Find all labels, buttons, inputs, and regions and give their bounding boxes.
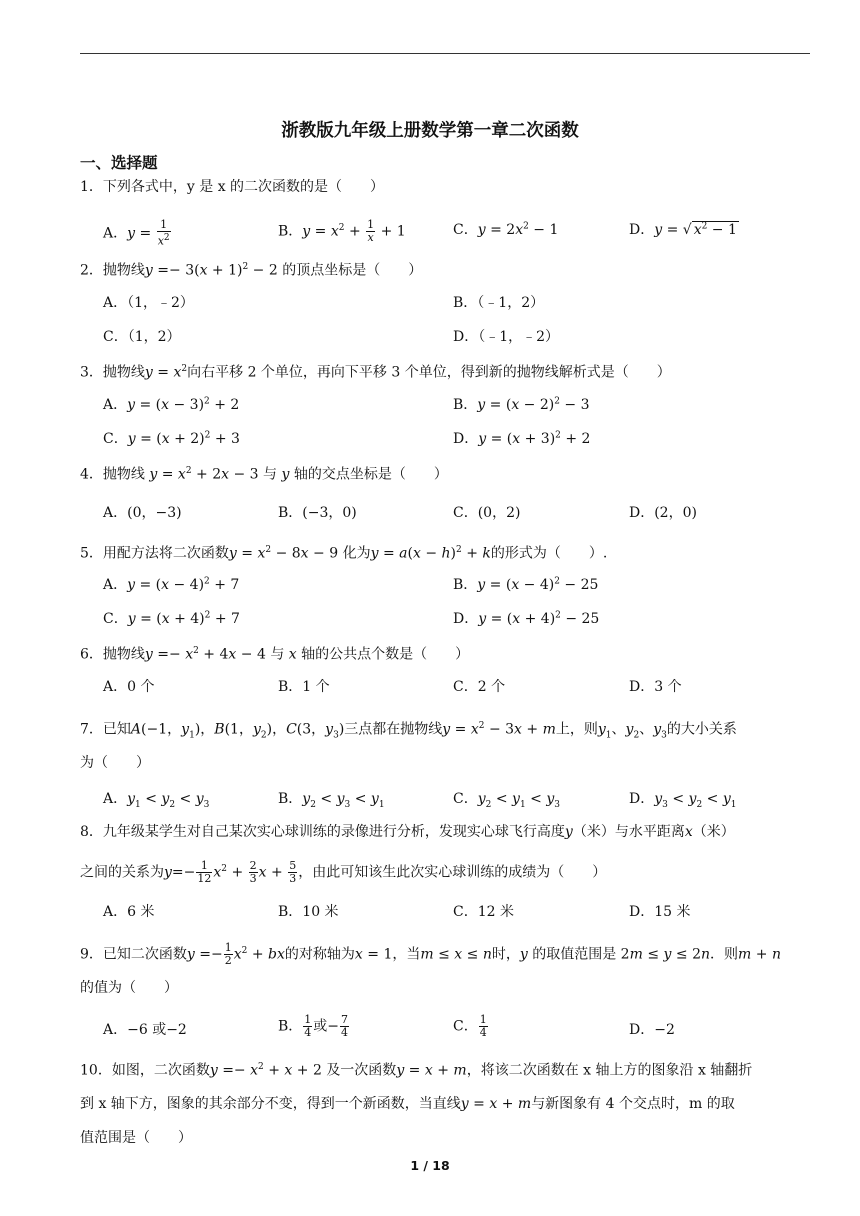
- q2-option-a[interactable]: A．（1，﹣2）: [103, 295, 194, 311]
- q3-option-b[interactable]: B．$y = (x - 2)^2 - 3$: [453, 396, 590, 413]
- q6-option-d[interactable]: D．3 个: [629, 679, 682, 695]
- q4-option-d[interactable]: D．(2，0): [629, 505, 697, 521]
- q1-option-d[interactable]: D．y = √ $x^2 - 1$: [629, 221, 737, 238]
- question-6-stem: 6．抛物线$y =- x^2 + 4x - 4$ 与 x 轴的公共点个数是（ ）: [80, 646, 470, 663]
- q7-option-d[interactable]: D．$y_3 < y_2 < y_1$: [629, 791, 737, 810]
- question-10-stem: 10．如图，二次函数$y =- x^2 + x + 2$ 及一次函数y = x + m，将该二次函数在 x 轴上方的图象沿 x 轴翻折: [80, 1062, 753, 1079]
- q9-option-d[interactable]: D．−2: [629, 1022, 675, 1038]
- question-8-stem-line2: 之间的关系为y=− $\frac{1}{12}$ $x^2$ + $\frac{2}{3}$ x + $\frac{5}{3}$ ，由此可知该生此次实心球训练的成绩为（ ）: [80, 859, 607, 886]
- question-1-stem: 1．下列各式中，y 是 x 的二次函数的是（ ）: [80, 179, 385, 195]
- q4-option-a[interactable]: A．(0，−3): [103, 505, 182, 521]
- q2-option-c[interactable]: C．（1，2）: [103, 329, 181, 345]
- q4-option-b[interactable]: B．(−3，0): [278, 505, 357, 521]
- question-5-stem: 5．用配方法将二次函数$y = x^2 - 8x - 9$ 化为$y = a(x - h)^2 + k$的形式为（ ）.: [80, 545, 608, 562]
- question-10-stem-line2: 到 x 轴下方，图象的其余部分不变，得到一个新函数，当直线y = x + m与新图象有 4 个交点时，m 的取: [80, 1096, 735, 1112]
- page-number: 1 / 18: [410, 1158, 450, 1173]
- q1-option-b[interactable]: B．$y = x^2$ + $\frac{1}{x}$ + 1: [278, 218, 406, 244]
- q3-option-c[interactable]: C．$y = (x + 2)^2 + 3$: [103, 430, 240, 447]
- header-rule: [80, 53, 810, 54]
- question-7-stem: 7．已知A(−1，$y_1$)，B(1，$y_2$)，C(3，$y_3$)三点都在抛物线$y = x^2 - 3x + m$上，则$y_1$、$y_2$、$y_3$的大小关系: [80, 721, 737, 741]
- question-8-stem: 8．九年级某学生对自己某次实心球训练的录像进行分析，发现实心球飞行高度y（米）与水平距离x（米）: [80, 824, 735, 840]
- q9-option-b[interactable]: B． $\frac{1}{4}$ 或− $\frac{7}{4}$: [278, 1013, 349, 1039]
- q8-option-d[interactable]: D．15 米: [629, 904, 691, 920]
- question-9-stem-line2: 的值为（ ）: [80, 980, 178, 996]
- q5-option-d[interactable]: D．$y = (x + 4)^2 - 25$: [453, 610, 600, 627]
- q5-option-a[interactable]: A．$y = (x - 4)^2 + 7$: [103, 576, 240, 593]
- q1-option-c[interactable]: C．$y = 2x^2 - 1$: [453, 221, 559, 238]
- q8-option-a[interactable]: A．6 米: [103, 904, 155, 920]
- q2-option-d[interactable]: D．（﹣1，﹣2）: [453, 329, 560, 345]
- question-4-stem: 4．抛物线 $y = x^2 + 2x - 3$ 与 y 轴的交点坐标是（ ）: [80, 466, 448, 483]
- q3-option-d[interactable]: D．$y = (x + 3)^2 + 2$: [453, 430, 591, 447]
- section-heading: 一、选择题: [80, 154, 158, 172]
- q6-option-a[interactable]: A．0 个: [103, 679, 155, 695]
- q9-option-c[interactable]: C． $\frac{1}{4}$: [453, 1013, 487, 1039]
- question-2-stem: 2．抛物线$y =- 3(x + 1)^2 - 2$ 的顶点坐标是（ ）: [80, 262, 423, 279]
- q9-option-a[interactable]: A．−6 或−2: [103, 1022, 187, 1038]
- q7-option-b[interactable]: B．$y_2 < y_3 < y_1$: [278, 791, 385, 810]
- q8-option-c[interactable]: C．12 米: [453, 904, 514, 920]
- q7-option-c[interactable]: C．$y_2 < y_1 < y_3$: [453, 791, 560, 810]
- q2-option-b[interactable]: B．（﹣1，2）: [453, 295, 545, 311]
- q3-option-a[interactable]: A．$y = (x - 3)^2 + 2$: [103, 396, 240, 413]
- q7-option-a[interactable]: A．$y_1 < y_2 < y_3$: [103, 791, 210, 810]
- question-9-stem: 9．已知二次函数y =− $\frac{1}{2}$ $x^2$ + bx的对称轴为x = 1，当m ≤ x ≤ n时，y 的取值范围是 2m ≤ y ≤ 2n．则m + n: [80, 941, 781, 968]
- q6-option-b[interactable]: B．1 个: [278, 679, 330, 695]
- question-7-stem-line2: 为（ ）: [80, 755, 150, 771]
- question-10-stem-line3: 值范围是（ ）: [80, 1130, 192, 1146]
- q4-option-c[interactable]: C．(0，2): [453, 505, 521, 521]
- document-title: 浙教版九年级上册数学第一章二次函数: [281, 121, 579, 141]
- q6-option-c[interactable]: C．2 个: [453, 679, 506, 695]
- q5-option-b[interactable]: B．$y = (x - 4)^2 - 25$: [453, 576, 599, 593]
- q5-option-c[interactable]: C．$y = (x + 4)^2 + 7$: [103, 610, 240, 627]
- question-3-stem: 3．抛物线$y = x^2$向右平移 2 个单位，再向下平移 3 个单位，得到新的抛物线解析式是（ ）: [80, 364, 671, 381]
- q1-option-a[interactable]: A．y = $\frac{1}{x^2}$: [103, 218, 170, 248]
- q8-option-b[interactable]: B．10 米: [278, 904, 339, 920]
